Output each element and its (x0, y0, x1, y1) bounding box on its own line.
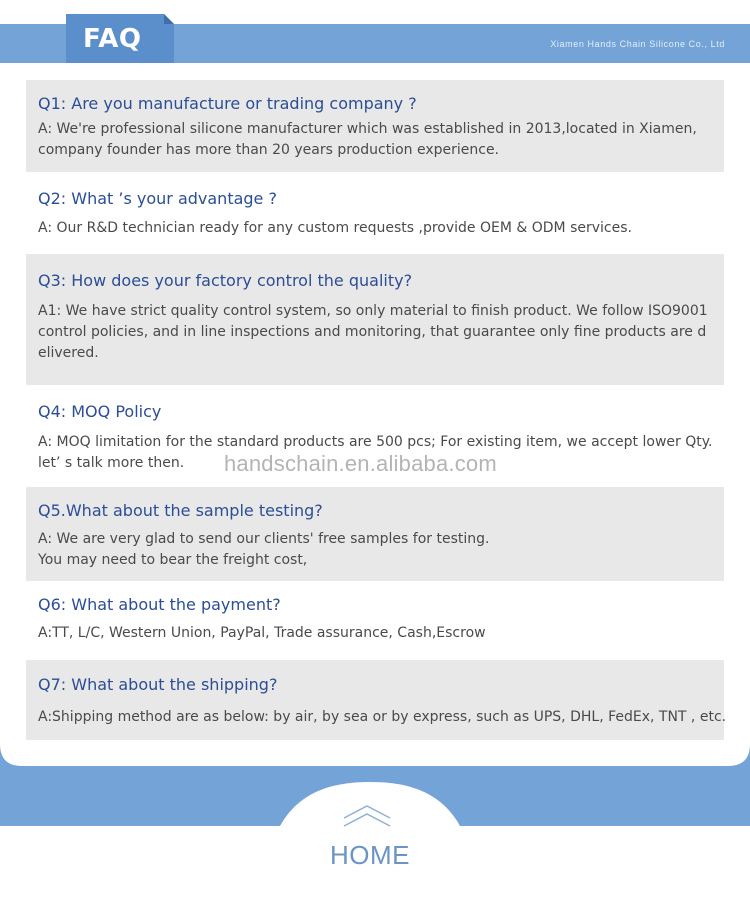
question-5: Q5.What about the sample testing? (38, 501, 323, 520)
footer-white-curve (0, 740, 750, 770)
faq-item-2 (26, 180, 724, 246)
question-6: Q6: What about the payment? (38, 595, 281, 614)
question-2: Q2: What ’s your advantage ? (38, 189, 277, 208)
answer-5-line-2: You may need to bear the freight cost, (38, 552, 308, 568)
page-title: FAQ (83, 24, 142, 54)
question-4: Q4: MOQ Policy (38, 402, 162, 421)
faq-item-1 (26, 80, 724, 172)
company-name: Xiamen Hands Chain Silicone Co., Ltd (550, 39, 725, 49)
home-link[interactable]: HOME (330, 840, 410, 870)
faq-item-3 (26, 254, 724, 385)
answer-2-line-1: A: Our R&D technician ready for any custom requests ,provide OEM & ODM services. (38, 220, 632, 236)
faq-item-5 (26, 487, 724, 581)
answer-4-line-2: let’ s talk more then. (38, 455, 185, 471)
answer-7-line-1: A:Shipping method are as below: by air, by sea or by express, such as UPS, DHL, FedEx, TNT , etc. (38, 709, 727, 725)
faq-item-7 (26, 660, 727, 740)
answer-3-line-2: control policies, and in line inspections and monitoring, that guarantee only fine products are d (38, 324, 707, 340)
answer-3-line-1: A1: We have strict quality control system, so only material to finish product. We follow ISO9001 (38, 303, 708, 319)
question-1: Q1: Are you manufacture or trading company ? (38, 94, 417, 113)
answer-1-line-1: A: We're professional silicone manufacturer which was established in 2013,located in Xiamen, (38, 121, 697, 137)
question-7: Q7: What about the shipping? (38, 675, 278, 694)
answer-6-line-1: A:TT, L/C, Western Union, PayPal, Trade assurance, Cash,Escrow (38, 625, 486, 641)
chevron-up-icon[interactable] (342, 804, 392, 828)
answer-1-line-2: company founder has more than 20 years production experience. (38, 142, 500, 158)
answer-4-line-1: A: MOQ limitation for the standard products are 500 pcs; For existing item, we accept lower Qty. (38, 434, 713, 450)
answer-5-line-1: A: We are very glad to send our clients' free samples for testing. (38, 531, 490, 547)
watermark: handschain.en.alibaba.com (224, 451, 497, 476)
question-3: Q3: How does your factory control the quality? (38, 271, 413, 290)
faq-item-6 (26, 588, 724, 652)
answer-3-line-3: elivered. (38, 345, 99, 361)
